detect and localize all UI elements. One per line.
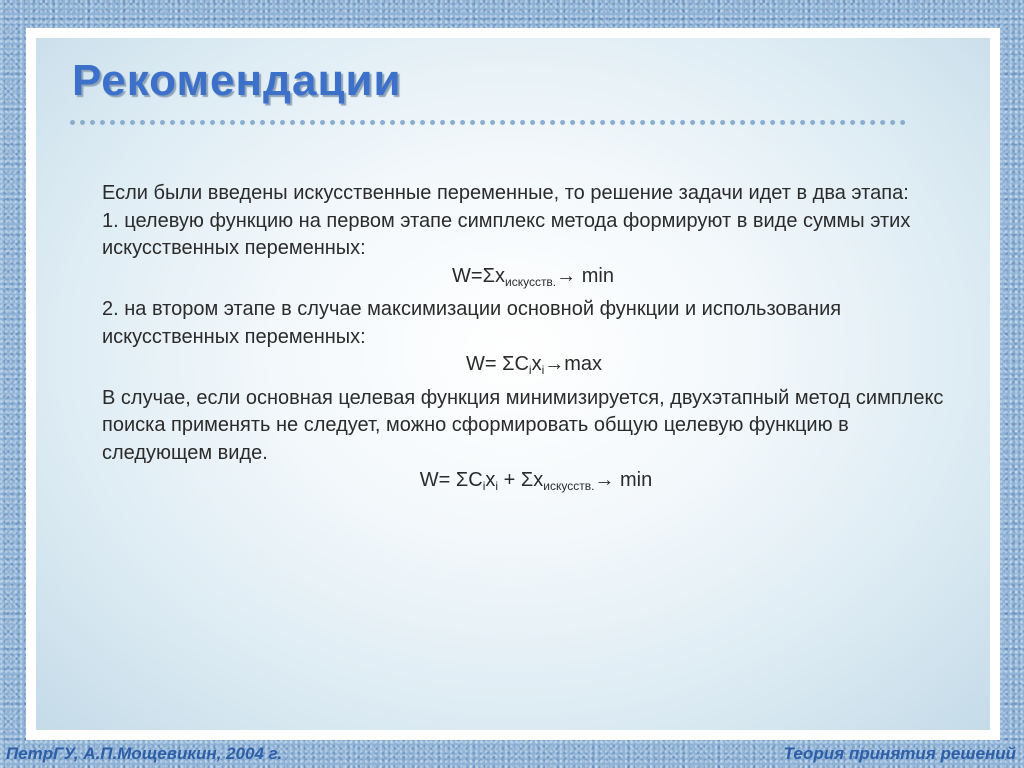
sigma-symbol: Σ: [455, 469, 469, 491]
formula-combined: [102, 467, 962, 501]
title-divider: [70, 120, 906, 125]
formula-w: W=: [465, 353, 503, 375]
slide-content: [102, 180, 962, 501]
footer-course-title: Теория принятия решений: [783, 744, 1016, 763]
formula-subscript: искусств.: [543, 479, 595, 493]
slide-title: Рекомендации: [72, 56, 402, 105]
sigma-symbol: Σ: [502, 353, 515, 375]
formula-subscript: i: [541, 363, 545, 377]
formula-target: min: [576, 264, 614, 287]
paragraph-step-two: 2. на втором этапе в случае максимизации основной функции и использования искусственных переменных:: [102, 298, 842, 348]
formula-target: min: [614, 469, 653, 491]
footer-author: ПетрГУ, А.П.Мощевикин, 2004 г.: [6, 744, 283, 763]
formula-var: x: [494, 264, 505, 287]
slide-frame: [26, 28, 1000, 740]
formula-plus: +: [498, 469, 521, 491]
formula-subscript: i: [482, 479, 486, 493]
formula-subscript: i: [528, 363, 532, 377]
arrow-icon: →: [556, 264, 577, 287]
formula-var: x: [485, 469, 496, 491]
arrow-icon: →: [594, 469, 615, 491]
formula-coef: C: [468, 469, 483, 491]
formula-phase-two: [102, 351, 962, 385]
sigma-symbol: Σ: [520, 469, 534, 491]
paragraph-step-one: 1. целевую функцию на первом этапе симплекс метода формируют в виде суммы этих искусственных переменных:: [102, 209, 911, 259]
formula-var: x: [531, 353, 542, 375]
formula-var: x: [533, 469, 544, 491]
formula-w: W=: [419, 469, 456, 491]
arrow-icon: →: [544, 353, 565, 375]
formula-w: W=: [452, 264, 483, 287]
formula-coef: C: [514, 353, 529, 375]
paragraph-intro: Если были введены искусственные переменные, то решение задачи идет в два этапа:: [102, 182, 909, 204]
formula-phase-one: [102, 263, 962, 297]
slide-panel: [36, 38, 990, 730]
paragraph-minimization: В случае, если основная целевая функция минимизируется, двухэтапный метод симплекс поиска применять не следует, можно сформировать общую целевую функцию в следующем виде.: [102, 386, 944, 464]
formula-subscript: искусств.: [504, 274, 557, 289]
sigma-symbol: Σ: [482, 264, 495, 287]
formula-target: max: [564, 353, 603, 375]
formula-subscript: i: [495, 479, 499, 493]
